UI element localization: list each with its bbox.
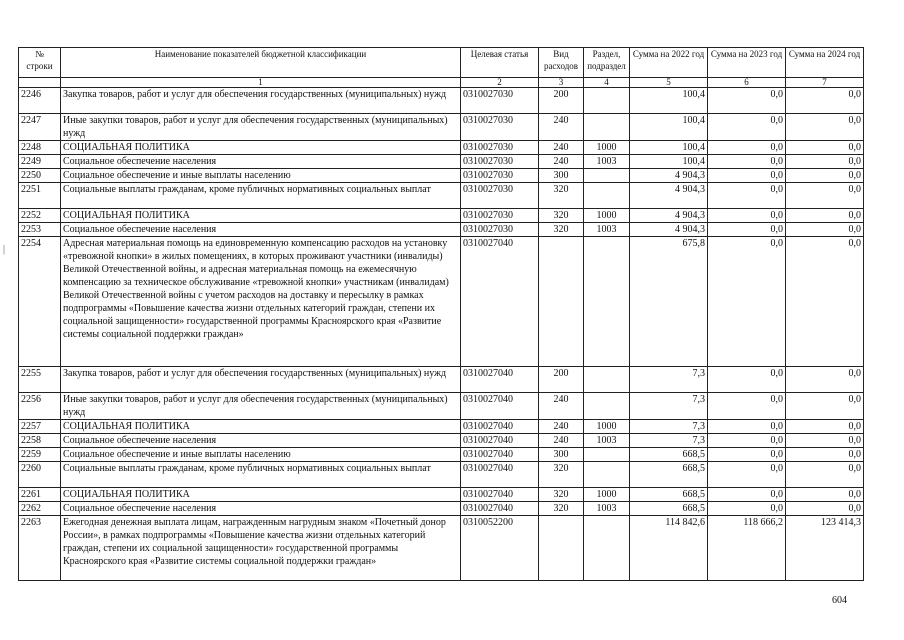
table-row: [19, 114, 864, 141]
row-type: 240: [539, 114, 584, 141]
table-row: [19, 141, 864, 155]
row-name: Социальные выплаты гражданам, кроме публичных нормативных социальных выплат: [61, 462, 461, 488]
header-target: Целевая статья: [461, 48, 539, 78]
row-target: 0310027040: [461, 434, 539, 448]
table-row: [19, 183, 864, 209]
row-name: СОЦИАЛЬНАЯ ПОЛИТИКА: [61, 420, 461, 434]
side-mark: |: [3, 244, 6, 255]
header-row: [19, 48, 864, 78]
row-sum-2022: 7,3: [630, 367, 708, 393]
row-sum-2022: 7,3: [630, 393, 708, 420]
row-number: 2255: [19, 367, 61, 393]
row-target: 0310027030: [461, 155, 539, 169]
header-sum-2022: Сумма на 2022 год: [630, 48, 708, 78]
row-target: 0310027040: [461, 502, 539, 516]
header-sum-2024: Сумма на 2024 год: [786, 48, 864, 78]
row-number: 2249: [19, 155, 61, 169]
row-name: Социальное обеспечение населения: [61, 434, 461, 448]
row-section: [584, 367, 630, 393]
row-target: 0310027040: [461, 448, 539, 462]
row-sum-2022: 668,5: [630, 502, 708, 516]
row-type: 240: [539, 155, 584, 169]
row-sum-2022: 4 904,3: [630, 169, 708, 183]
row-name: Иные закупки товаров, работ и услуг для обеспечения государственных (муниципальных) нужд: [61, 393, 461, 420]
row-number: 2262: [19, 502, 61, 516]
row-type: 320: [539, 462, 584, 488]
row-number: 2259: [19, 448, 61, 462]
row-name: Социальное обеспечение населения: [61, 155, 461, 169]
row-sum-2024: 0,0: [786, 183, 864, 209]
table-row: [19, 448, 864, 462]
table-row: [19, 155, 864, 169]
row-section: 1003: [584, 434, 630, 448]
table-row: [19, 516, 864, 581]
table-row: [19, 237, 864, 367]
row-sum-2023: 0,0: [708, 237, 786, 367]
row-section: 1003: [584, 223, 630, 237]
column-number-row: [19, 78, 864, 88]
row-sum-2024: 0,0: [786, 209, 864, 223]
row-number: 2256: [19, 393, 61, 420]
row-sum-2022: 668,5: [630, 462, 708, 488]
row-name: СОЦИАЛЬНАЯ ПОЛИТИКА: [61, 141, 461, 155]
row-number: 2248: [19, 141, 61, 155]
row-number: 2257: [19, 420, 61, 434]
row-sum-2024: 0,0: [786, 502, 864, 516]
row-name: СОЦИАЛЬНАЯ ПОЛИТИКА: [61, 209, 461, 223]
header-section: Раздел, подраздел: [584, 48, 630, 78]
table-row: [19, 88, 864, 114]
row-sum-2023: 0,0: [708, 209, 786, 223]
row-target: 0310027040: [461, 462, 539, 488]
row-sum-2022: 675,8: [630, 237, 708, 367]
row-sum-2024: 0,0: [786, 155, 864, 169]
row-target: 0310027030: [461, 183, 539, 209]
row-sum-2023: 0,0: [708, 502, 786, 516]
row-type: 300: [539, 448, 584, 462]
row-name: Социальные выплаты гражданам, кроме публичных нормативных социальных выплат: [61, 183, 461, 209]
row-number: 2263: [19, 516, 61, 581]
row-section: [584, 183, 630, 209]
row-type: 240: [539, 434, 584, 448]
row-target: 0310027040: [461, 488, 539, 502]
table-body: [19, 88, 864, 581]
row-sum-2023: 0,0: [708, 448, 786, 462]
row-section: 1000: [584, 488, 630, 502]
row-section: [584, 88, 630, 114]
row-sum-2022: 100,4: [630, 114, 708, 141]
budget-table: [18, 47, 864, 581]
row-name: Иные закупки товаров, работ и услуг для обеспечения государственных (муниципальных) нужд: [61, 114, 461, 141]
row-name: СОЦИАЛЬНАЯ ПОЛИТИКА: [61, 488, 461, 502]
row-sum-2023: 0,0: [708, 367, 786, 393]
row-type: 300: [539, 169, 584, 183]
row-sum-2022: 100,4: [630, 141, 708, 155]
row-number: 2247: [19, 114, 61, 141]
table-row: [19, 223, 864, 237]
row-sum-2022: 668,5: [630, 488, 708, 502]
row-sum-2024: 0,0: [786, 448, 864, 462]
row-number: 2251: [19, 183, 61, 209]
row-section: [584, 393, 630, 420]
row-type: 320: [539, 223, 584, 237]
row-target: 0310027030: [461, 223, 539, 237]
column-number: 4: [584, 78, 630, 88]
row-sum-2023: 0,0: [708, 141, 786, 155]
row-section: 1000: [584, 209, 630, 223]
row-number: 2246: [19, 88, 61, 114]
row-sum-2022: 7,3: [630, 434, 708, 448]
row-section: [584, 516, 630, 581]
header-name: Наименование показателей бюджетной классификации: [61, 48, 461, 78]
row-sum-2022: 7,3: [630, 420, 708, 434]
row-number: 2261: [19, 488, 61, 502]
row-type: 320: [539, 502, 584, 516]
row-sum-2022: 4 904,3: [630, 183, 708, 209]
column-number: 3: [539, 78, 584, 88]
row-name: Социальное обеспечение и иные выплаты населению: [61, 448, 461, 462]
row-target: 0310027030: [461, 114, 539, 141]
row-name: Ежегодная денежная выплата лицам, награжденным нагрудным знаком «Почетный донор России», в рамках подпрограммы «Повышение качества жизни отдельных категорий граждан, степени их социальной защищенности» государственной программы Красноярского края «Развитие системы социальной поддержки граждан»: [61, 516, 461, 581]
row-sum-2023: 0,0: [708, 420, 786, 434]
row-section: 1000: [584, 420, 630, 434]
row-type: 240: [539, 141, 584, 155]
row-section: [584, 462, 630, 488]
row-sum-2022: 114 842,6: [630, 516, 708, 581]
row-section: 1000: [584, 141, 630, 155]
column-number: 5: [630, 78, 708, 88]
row-sum-2023: 0,0: [708, 88, 786, 114]
table-row: [19, 367, 864, 393]
row-sum-2022: 4 904,3: [630, 223, 708, 237]
row-sum-2024: 0,0: [786, 393, 864, 420]
row-name: Социальное обеспечение населения: [61, 502, 461, 516]
row-sum-2023: 0,0: [708, 223, 786, 237]
row-sum-2023: 0,0: [708, 114, 786, 141]
row-target: 0310027040: [461, 420, 539, 434]
row-section: 1003: [584, 502, 630, 516]
row-sum-2023: 0,0: [708, 183, 786, 209]
row-sum-2023: 0,0: [708, 155, 786, 169]
row-sum-2023: 118 666,2: [708, 516, 786, 581]
column-number-blank: [19, 78, 61, 88]
row-sum-2023: 0,0: [708, 169, 786, 183]
row-sum-2024: 0,0: [786, 88, 864, 114]
row-type: 320: [539, 209, 584, 223]
row-section: [584, 237, 630, 367]
row-sum-2024: 0,0: [786, 488, 864, 502]
row-target: 0310052200: [461, 516, 539, 581]
table-row: [19, 434, 864, 448]
header-row-no: № строки: [19, 48, 61, 78]
row-name: Закупка товаров, работ и услуг для обеспечения государственных (муниципальных) нужд: [61, 88, 461, 114]
table-row: [19, 209, 864, 223]
row-section: [584, 169, 630, 183]
row-sum-2022: 4 904,3: [630, 209, 708, 223]
row-type: [539, 516, 584, 581]
row-section: 1003: [584, 155, 630, 169]
column-number: 2: [461, 78, 539, 88]
row-number: 2252: [19, 209, 61, 223]
column-number: 1: [61, 78, 461, 88]
row-sum-2022: 668,5: [630, 448, 708, 462]
row-name: Закупка товаров, работ и услуг для обеспечения государственных (муниципальных) нужд: [61, 367, 461, 393]
row-sum-2024: 0,0: [786, 434, 864, 448]
table-row: [19, 393, 864, 420]
row-type: 320: [539, 488, 584, 502]
row-sum-2023: 0,0: [708, 462, 786, 488]
row-sum-2024: 0,0: [786, 462, 864, 488]
row-name: Адресная материальная помощь на единовременную компенсацию расходов на установку «тревожной кнопки» в жилых помещениях, в которых проживают участники (инвалиды) Великой Отечественной войны, и адресная материальная помощь на ежемесячную компенсацию за техническое обслуживание «тревожной кнопки» участникам (инвалидам) Великой Отечественной войны с учетом расходов на доставку и пересылку в рамках подпрограммы «Повышение качества жизни отдельных категорий граждан, степени их социальной защищенности» государственной программы Красноярского края «Развитие системы социальной поддержки граждан»: [61, 237, 461, 367]
table-row: [19, 502, 864, 516]
row-target: 0310027030: [461, 169, 539, 183]
row-target: 0310027040: [461, 367, 539, 393]
row-target: 0310027030: [461, 88, 539, 114]
row-section: [584, 448, 630, 462]
page-number: 604: [832, 595, 847, 606]
row-type: 240: [539, 420, 584, 434]
row-number: 2253: [19, 223, 61, 237]
row-type: 240: [539, 393, 584, 420]
row-sum-2024: 0,0: [786, 169, 864, 183]
row-target: 0310027040: [461, 237, 539, 367]
header-type: Вид расходов: [539, 48, 584, 78]
row-sum-2024: 0,0: [786, 367, 864, 393]
row-target: 0310027040: [461, 393, 539, 420]
row-sum-2023: 0,0: [708, 488, 786, 502]
row-target: 0310027030: [461, 141, 539, 155]
row-type: 200: [539, 88, 584, 114]
row-section: [584, 114, 630, 141]
row-sum-2023: 0,0: [708, 393, 786, 420]
row-name: Социальное обеспечение населения: [61, 223, 461, 237]
row-sum-2024: 123 414,3: [786, 516, 864, 581]
row-type: 320: [539, 183, 584, 209]
row-sum-2024: 0,0: [786, 237, 864, 367]
table-row: [19, 462, 864, 488]
row-type: [539, 237, 584, 367]
row-sum-2022: 100,4: [630, 155, 708, 169]
row-sum-2024: 0,0: [786, 223, 864, 237]
row-name: Социальное обеспечение и иные выплаты населению: [61, 169, 461, 183]
row-sum-2022: 100,4: [630, 88, 708, 114]
column-number: 6: [708, 78, 786, 88]
row-sum-2024: 0,0: [786, 114, 864, 141]
header-sum-2023: Сумма на 2023 год: [708, 48, 786, 78]
row-sum-2023: 0,0: [708, 434, 786, 448]
row-type: 200: [539, 367, 584, 393]
table-row: [19, 488, 864, 502]
row-number: 2258: [19, 434, 61, 448]
row-number: 2254: [19, 237, 61, 367]
row-target: 0310027030: [461, 209, 539, 223]
table-row: [19, 420, 864, 434]
row-sum-2024: 0,0: [786, 141, 864, 155]
row-number: 2250: [19, 169, 61, 183]
row-sum-2024: 0,0: [786, 420, 864, 434]
column-number: 7: [786, 78, 864, 88]
row-number: 2260: [19, 462, 61, 488]
table-row: [19, 169, 864, 183]
